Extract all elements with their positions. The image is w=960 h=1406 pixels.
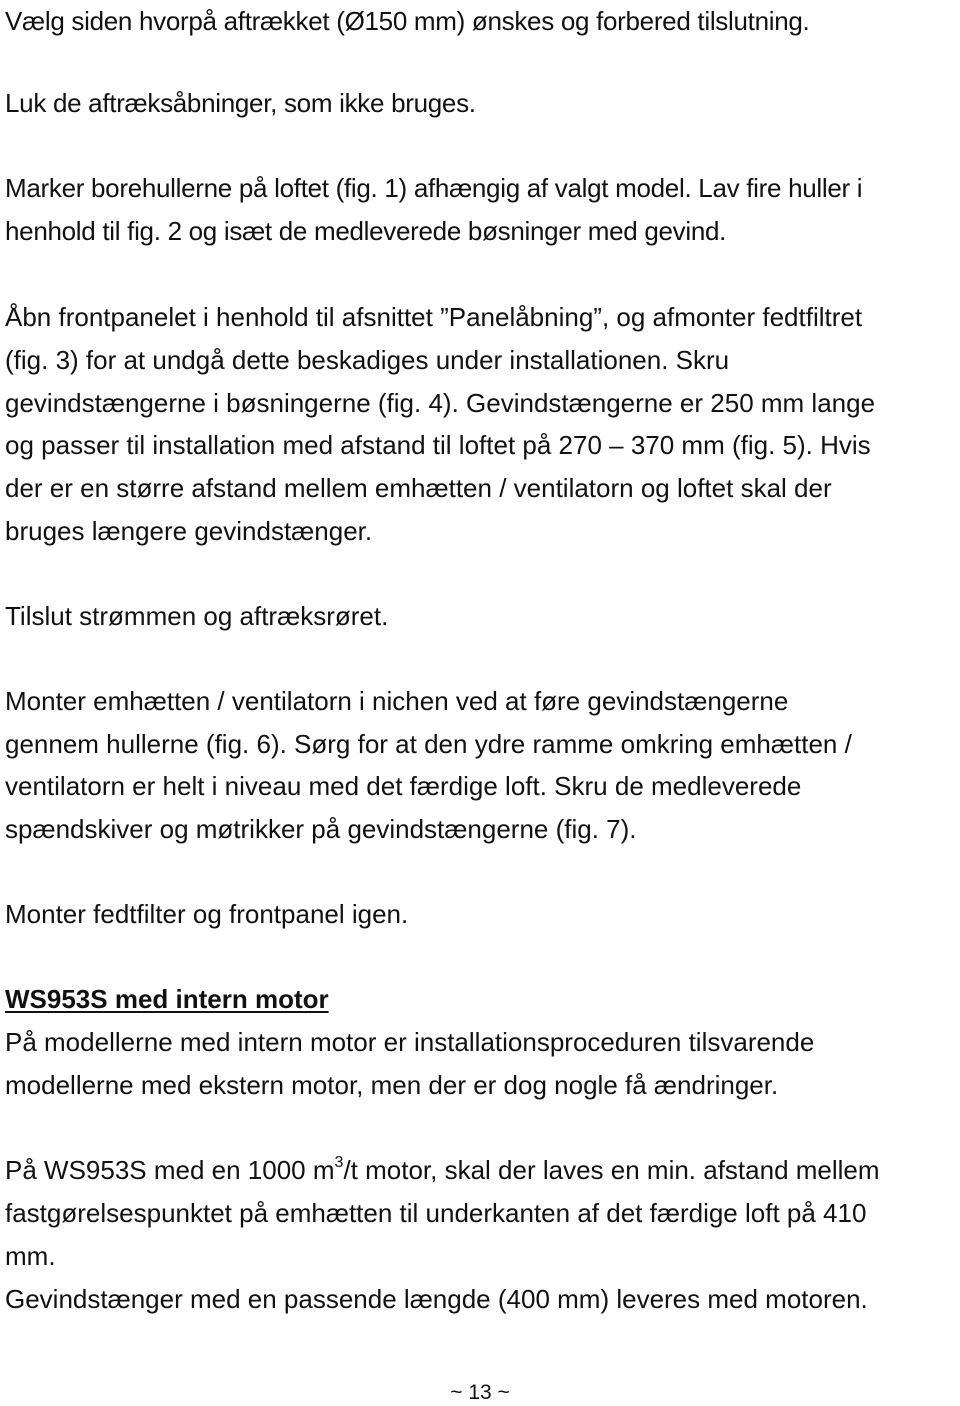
- paragraph-select-side: Vælg siden hvorpå aftrækket (Ø150 mm) ønskes og forbered tilslutning.: [5, 6, 810, 36]
- page-number: ~ 13 ~: [450, 1381, 510, 1404]
- note-text-before: På WS953S med en 1000 m: [5, 1155, 335, 1185]
- paragraph-refit-filter: Monter fedtfilter og frontpanel igen.: [5, 899, 409, 929]
- paragraph-open-panel-line-1: Åbn frontpanelet i henhold til afsnittet ”Panelåbning”, og afmonter fedtfiltret: [5, 302, 863, 332]
- section-note-line-3: mm.: [5, 1241, 56, 1271]
- paragraph-mount-hood-line-1: Monter emhætten / ventilatorn i nichen ved at føre gevindstængerne: [5, 686, 789, 716]
- paragraph-mark-holes-line-1: Marker borehullerne på loftet (fig. 1) afhængig af valgt model. Lav fire huller i: [5, 173, 863, 203]
- section-note-line-4: Gevindstænger med en passende længde (400 mm) leveres med motoren.: [5, 1284, 868, 1314]
- paragraph-close-openings: Luk de aftræksåbninger, som ikke bruges.: [5, 88, 476, 118]
- paragraph-open-panel-line-5: der er en større afstand mellem emhætten / ventilatorn og loftet skal der: [5, 473, 832, 503]
- paragraph-open-panel-line-4: og passer til installation med afstand til loftet på 270 – 370 mm (fig. 5). Hvis: [5, 430, 871, 460]
- section-note-line-2: fastgørelsespunktet på emhætten til underkanten af det færdige loft på 410: [5, 1198, 867, 1228]
- section-intro-line-1: På modellerne med intern motor er installationsproceduren tilsvarende: [5, 1027, 815, 1057]
- note-text-after: /t motor, skal der laves en min. afstand mellem: [343, 1155, 880, 1185]
- section-heading: WS953S med intern motor: [5, 984, 329, 1014]
- paragraph-mark-holes-line-2: henhold til fig. 2 og isæt de medleverede bøsninger med gevind.: [5, 216, 727, 246]
- paragraph-open-panel-line-2: (fig. 3) for at undgå dette beskadiges under installationen. Skru: [5, 345, 730, 375]
- paragraph-open-panel-line-6: bruges længere gevindstænger.: [5, 516, 373, 546]
- superscript-exponent: 3: [334, 1154, 344, 1172]
- paragraph-connect-power: Tilslut strømmen og aftræksrøret.: [5, 601, 389, 631]
- paragraph-open-panel-line-3: gevindstængerne i bøsningerne (fig. 4). Gevindstængerne er 250 mm lange: [5, 388, 876, 418]
- paragraph-mount-hood-line-2: gennem hullerne (fig. 6). Sørg for at den ydre ramme omkring emhætten /: [5, 729, 852, 759]
- section-intro-line-2: modellerne med ekstern motor, men der er dog nogle få ændringer.: [5, 1070, 779, 1100]
- section-note-line-1: [5, 1155, 880, 1185]
- paragraph-mount-hood-line-4: spændskiver og møtrikker på gevindstængerne (fig. 7).: [5, 814, 637, 844]
- paragraph-mount-hood-line-3: ventilatorn er helt i niveau med det færdige loft. Skru de medleverede: [5, 771, 802, 801]
